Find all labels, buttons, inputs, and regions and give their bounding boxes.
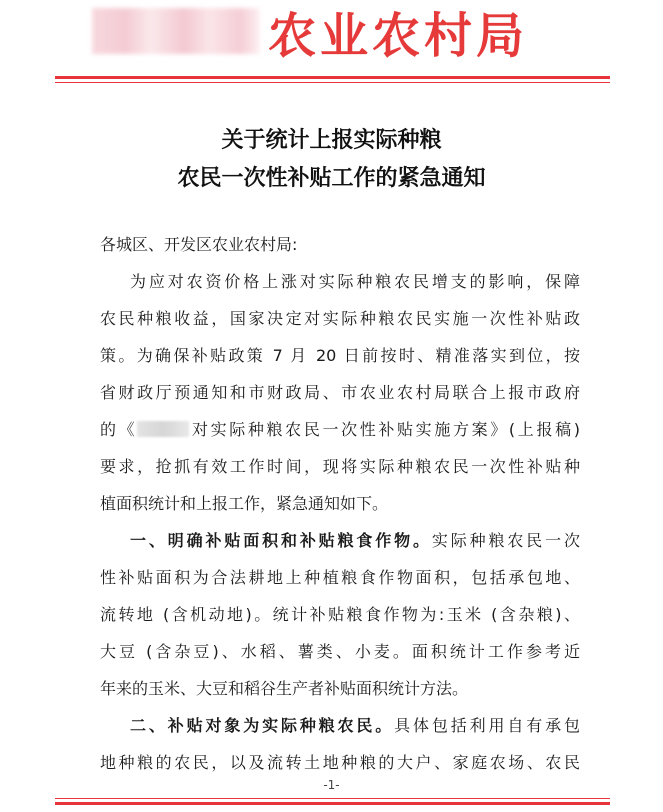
page-number: -1- (323, 778, 340, 792)
section-2-heading: 二、补贴对象为实际种粮农民。 (130, 716, 395, 735)
section-1-first-line (130, 530, 580, 552)
header-red-rule-thick (55, 76, 610, 79)
plan-title-open: 的《 (100, 420, 138, 439)
section-2-first-line (130, 715, 580, 737)
redacted-header-region (92, 8, 260, 54)
paragraph-1-line-4: 省财政厅预通知和市财政局、市农业农村局联合上报市政府 (100, 383, 580, 402)
paragraph-1-line-5 (100, 419, 580, 441)
paragraph-1-line-2: 农民种粮收益，国家决定对实际种粮农民实施一次性补贴政 (100, 309, 580, 328)
footer-red-rule-thick (55, 802, 610, 805)
section-1-line-3: 流转地 (含机动地)。统计补贴粮食作物为:玉米 (含杂粮)、 (100, 605, 580, 624)
section-1-line-2: 性补贴面积为合法耕地上种植粮食作物面积，包括承包地、 (100, 568, 580, 587)
plan-title-rest: 对实际种粮农民一次性补贴实施方案》(上报稿) (189, 420, 580, 439)
document-title-line-2: 农民一次性补贴工作的紧急通知 (177, 165, 486, 191)
header-red-rule-thin (55, 82, 610, 83)
salutation: 各城区、开发区农业农村局: (100, 235, 298, 254)
section-2-first-text: 具体包括利用自有承包 (394, 716, 580, 735)
paragraph-1-line-7: 植面积统计和上报工作，紧急通知如下。 (100, 494, 389, 513)
section-1-heading: 一、明确补贴面积和补贴粮食作物。 (130, 531, 432, 550)
footer-red-rule-thin (55, 798, 610, 799)
section-2-line-2: 地种粮的农民，以及流转土地种粮的大户、家庭农场、农民 (100, 753, 580, 772)
paragraph-1-line-6: 要求，抢抓有效工作时间，现将实际种粮农民一次性补贴种 (100, 457, 580, 476)
redacted-city-name (137, 421, 189, 437)
paragraph-1-line-3: 策。为确保补贴政策 7 月 20 日前按时、精准落实到位，按 (100, 346, 580, 365)
section-1-line-5: 年来的玉米、大豆和稻谷生产者补贴面积统计方法。 (100, 679, 469, 698)
paragraph-1-line-1: 为应对农资价格上涨对实际种粮农民增支的影响，保障 (130, 272, 580, 291)
document-title-line-1: 关于统计上报实际种粮 (221, 127, 442, 153)
section-1-line-4: 大豆 (含杂豆)、水稻、薯类、小麦。面积统计工作参考近 (100, 642, 580, 661)
section-1-first-text: 实际种粮农民一次 (431, 531, 580, 550)
agency-name: 农业农村局 (268, 8, 529, 64)
